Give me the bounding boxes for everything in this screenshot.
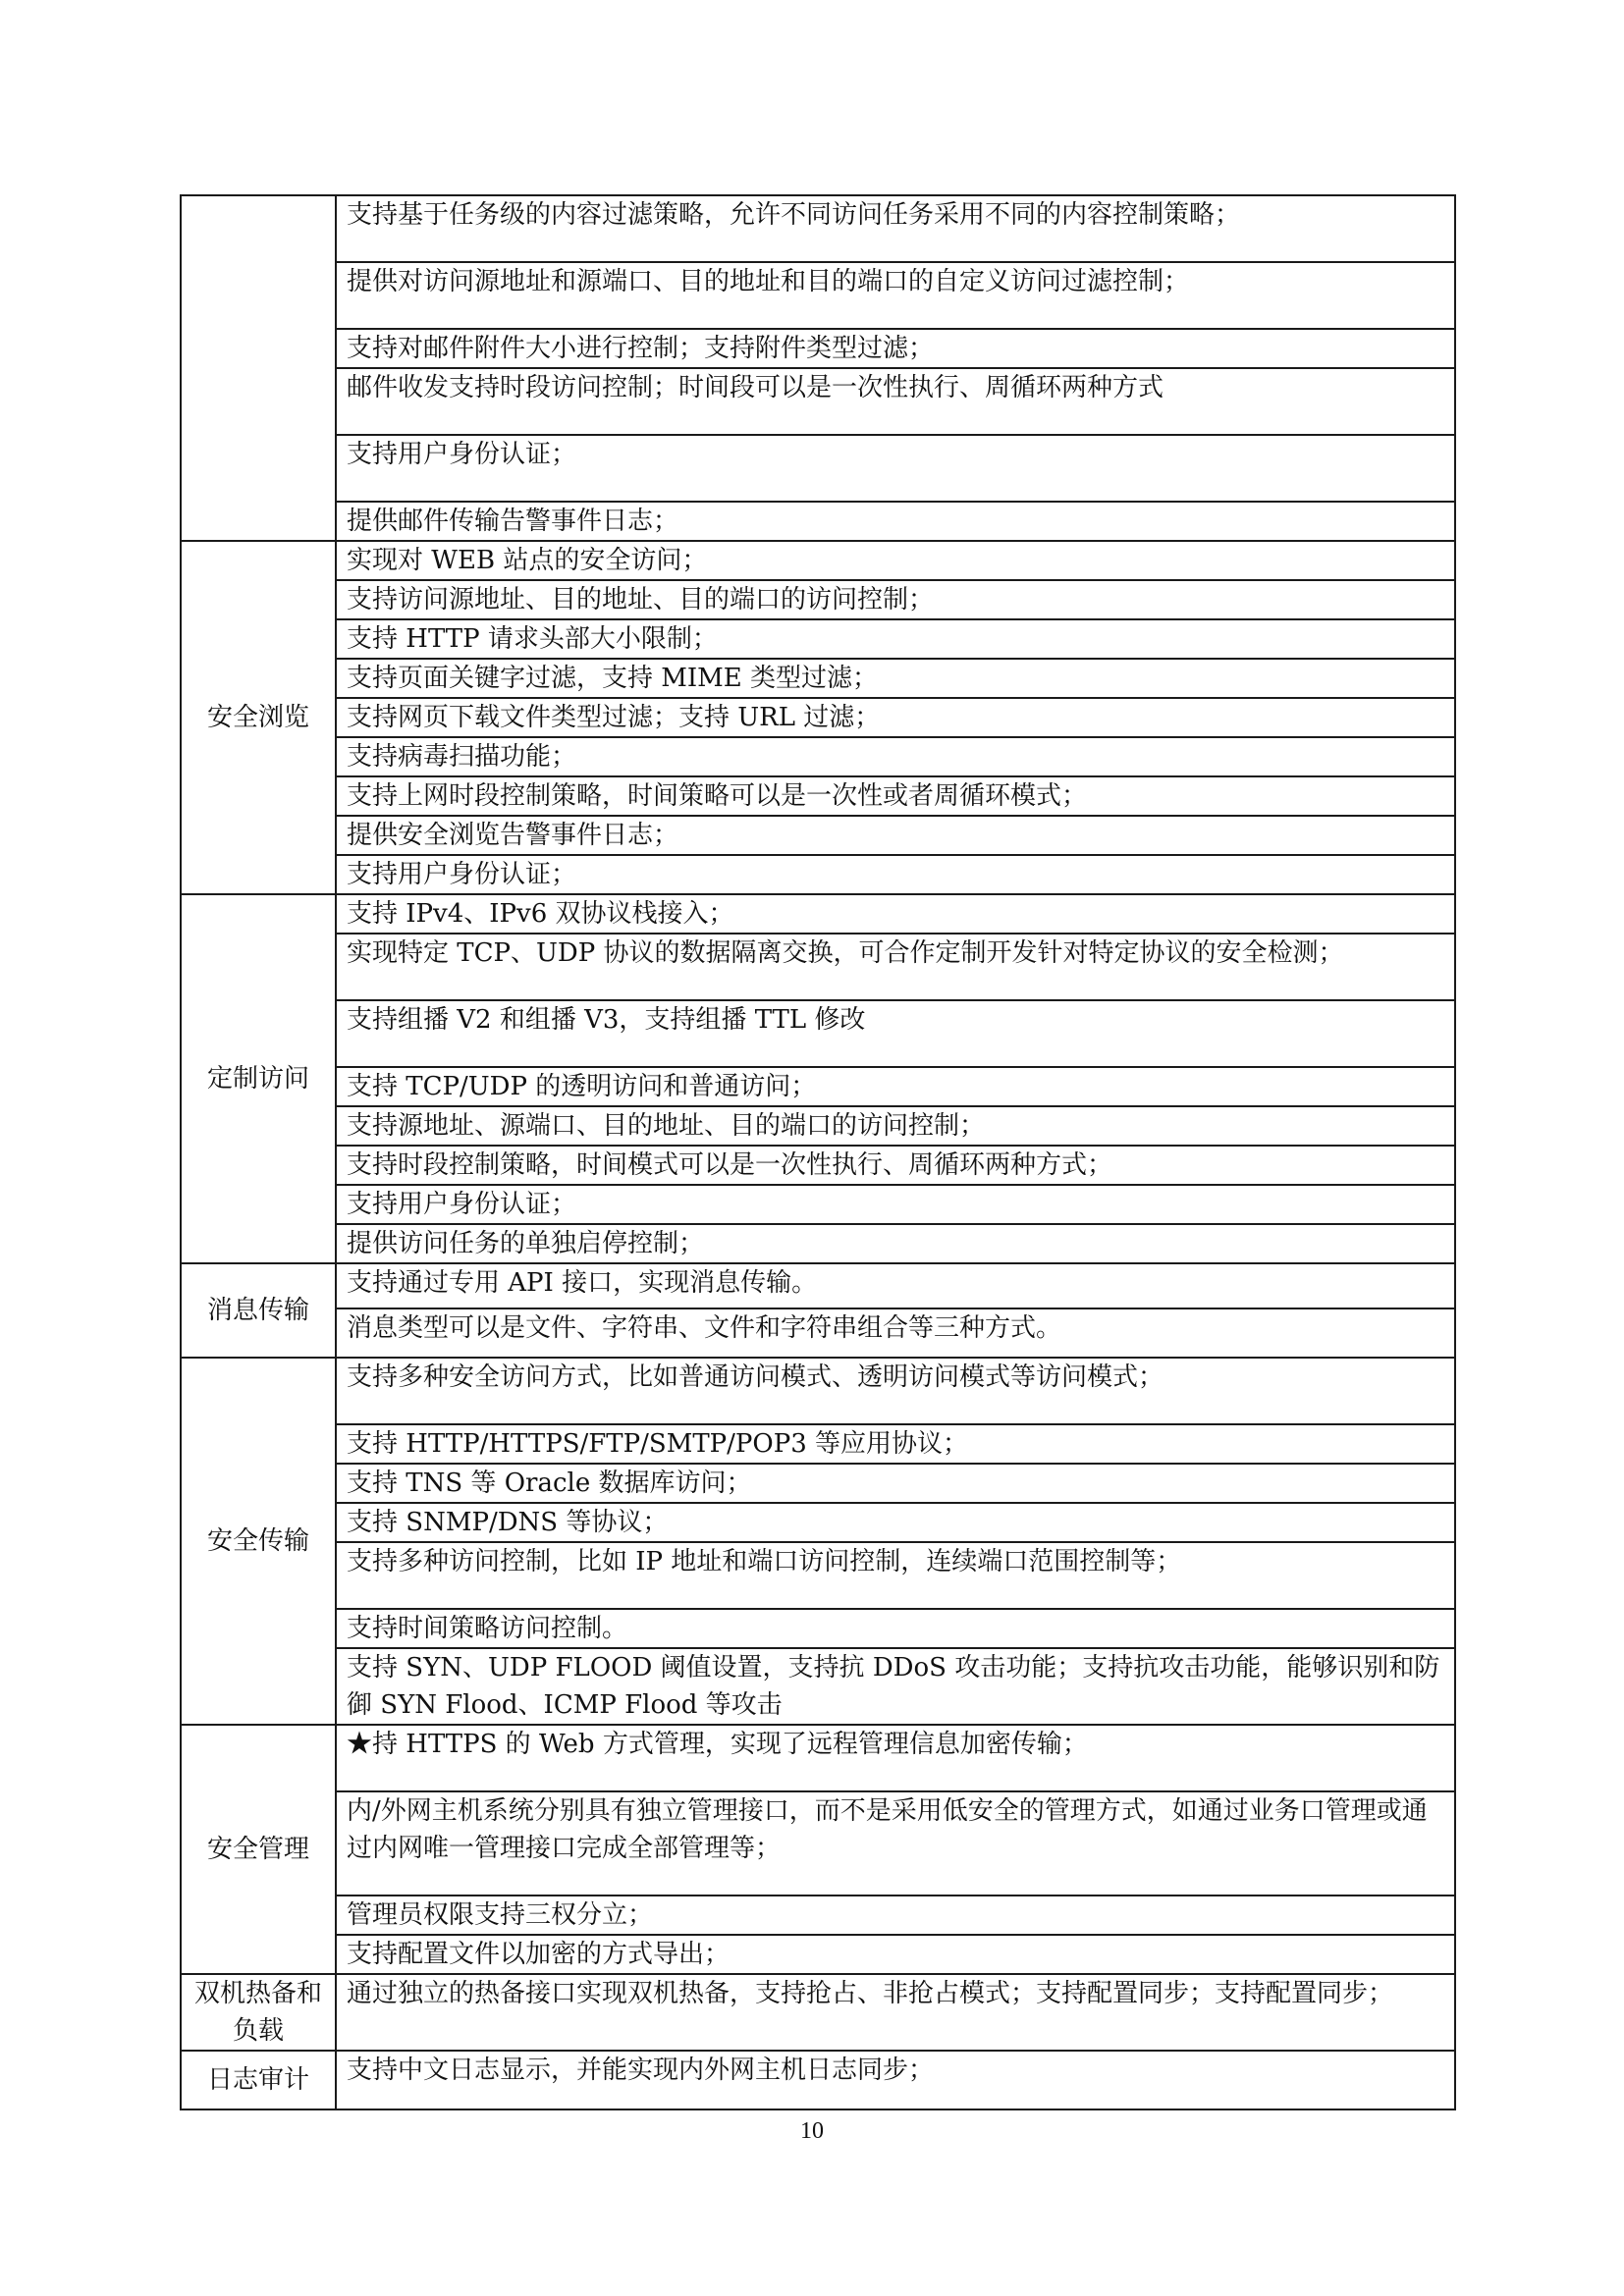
table-row <box>181 1648 1455 1725</box>
category-cell: 定制访问 <box>181 894 336 1263</box>
requirement-cell: 提供访问任务的单独启停控制； <box>336 1224 1455 1263</box>
requirement-cell: 支持通过专用 API 接口，实现消息传输。 <box>336 1263 1455 1308</box>
page-number: 10 <box>800 2118 824 2144</box>
table-row <box>181 1146 1455 1185</box>
requirement-cell: 支持用户身份认证； <box>336 855 1455 894</box>
category-cell <box>181 195 336 541</box>
requirement-cell: 提供安全浏览告警事件日志； <box>336 816 1455 855</box>
requirement-cell: 通过独立的热备接口实现双机热备，支持抢占、非抢占模式；支持配置同步；支持配置同步； <box>336 1974 1455 2051</box>
requirement-cell: 支持上网时段控制策略，时间策略可以是一次性或者周循环模式； <box>336 776 1455 816</box>
requirement-cell: 支持多种访问控制，比如 IP 地址和端口访问控制，连续端口范围控制等； <box>336 1542 1455 1609</box>
requirement-cell: 实现对 WEB 站点的安全访问； <box>336 541 1455 580</box>
table-row <box>181 1185 1455 1224</box>
table-row <box>181 619 1455 659</box>
table-row <box>181 368 1455 435</box>
table-row <box>181 1542 1455 1609</box>
requirement-cell: 支持用户身份认证； <box>336 1185 1455 1224</box>
table-row <box>181 329 1455 368</box>
requirement-cell: 支持页面关键字过滤，支持 MIME 类型过滤； <box>336 659 1455 698</box>
category-cell: 日志审计 <box>181 2051 336 2109</box>
table-row <box>181 1263 1455 1308</box>
requirement-cell: 支持对邮件附件大小进行控制；支持附件类型过滤； <box>336 329 1455 368</box>
table-row <box>181 1067 1455 1106</box>
requirement-cell: 支持网页下载文件类型过滤；支持 URL 过滤； <box>336 698 1455 737</box>
table-row <box>181 1609 1455 1648</box>
table-row <box>181 1308 1455 1358</box>
category-cell: 安全传输 <box>181 1358 336 1725</box>
requirement-cell: 支持时间策略访问控制。 <box>336 1609 1455 1648</box>
requirement-cell: 支持 IPv4、IPv6 双协议栈接入； <box>336 894 1455 934</box>
table-row <box>181 776 1455 816</box>
table-row <box>181 1935 1455 1974</box>
requirement-cell: 内/外网主机系统分别具有独立管理接口，而不是采用低安全的管理方式，如通过业务口管理或通过内网唯一管理接口完成全部管理等； <box>336 1791 1455 1896</box>
spec-table-body <box>181 195 1455 2109</box>
requirement-cell: 邮件收发支持时段访问控制；时间段可以是一次性执行、周循环两种方式 <box>336 368 1455 435</box>
requirement-cell: 提供对访问源地址和源端口、目的地址和目的端口的自定义访问过滤控制； <box>336 262 1455 329</box>
table-row <box>181 1106 1455 1146</box>
table-row <box>181 195 1455 262</box>
requirement-cell: 支持用户身份认证； <box>336 435 1455 502</box>
requirement-cell: 管理员权限支持三权分立； <box>336 1896 1455 1935</box>
table-row <box>181 2051 1455 2109</box>
table-row <box>181 1791 1455 1896</box>
table-row <box>181 1224 1455 1263</box>
category-cell: 安全管理 <box>181 1725 336 1974</box>
requirement-cell: 支持组播 V2 和组播 V3，支持组播 TTL 修改 <box>336 1000 1455 1067</box>
requirement-cell: 实现特定 TCP、UDP 协议的数据隔离交换，可合作定制开发针对特定协议的安全检测； <box>336 934 1455 1000</box>
category-cell: 双机热备和负载 <box>181 1974 336 2051</box>
table-row <box>181 1424 1455 1464</box>
table-row <box>181 1503 1455 1542</box>
table-row <box>181 1896 1455 1935</box>
requirement-cell: 支持中文日志显示，并能实现内外网主机日志同步； <box>336 2051 1455 2109</box>
table-row <box>181 934 1455 1000</box>
category-cell: 消息传输 <box>181 1263 336 1358</box>
requirement-cell: 支持配置文件以加密的方式导出； <box>336 1935 1455 1974</box>
requirement-cell: 支持 SYN、UDP FLOOD 阈值设置，支持抗 DDoS 攻击功能；支持抗攻击功能，能够识别和防御 SYN Flood、ICMP Flood 等攻击 <box>336 1648 1455 1725</box>
spec-table <box>180 194 1456 2110</box>
table-row <box>181 580 1455 619</box>
table-row <box>181 502 1455 541</box>
requirement-cell: 支持 TCP/UDP 的透明访问和普通访问； <box>336 1067 1455 1106</box>
requirement-cell: 支持多种安全访问方式，比如普通访问模式、透明访问模式等访问模式； <box>336 1358 1455 1424</box>
requirement-cell: 支持 HTTP 请求头部大小限制； <box>336 619 1455 659</box>
requirement-cell: 支持 HTTP/HTTPS/FTP/SMTP/POP3 等应用协议； <box>336 1424 1455 1464</box>
table-row <box>181 698 1455 737</box>
requirement-cell: 支持时段控制策略，时间模式可以是一次性执行、周循环两种方式； <box>336 1146 1455 1185</box>
table-row <box>181 541 1455 580</box>
requirement-cell: ★持 HTTPS 的 Web 方式管理，实现了远程管理信息加密传输； <box>336 1725 1455 1791</box>
table-row <box>181 1000 1455 1067</box>
table-row <box>181 1358 1455 1424</box>
requirement-cell: 支持访问源地址、目的地址、目的端口的访问控制； <box>336 580 1455 619</box>
requirement-cell: 支持 TNS 等 Oracle 数据库访问； <box>336 1464 1455 1503</box>
table-row <box>181 1464 1455 1503</box>
table-row <box>181 816 1455 855</box>
table-row <box>181 855 1455 894</box>
requirement-cell: 支持源地址、源端口、目的地址、目的端口的访问控制； <box>336 1106 1455 1146</box>
requirement-cell: 支持 SNMP/DNS 等协议； <box>336 1503 1455 1542</box>
requirement-cell: 提供邮件传输告警事件日志； <box>336 502 1455 541</box>
requirement-cell: 消息类型可以是文件、字符串、文件和字符串组合等三种方式。 <box>336 1308 1455 1358</box>
table-row <box>181 894 1455 934</box>
requirement-cell: 支持病毒扫描功能； <box>336 737 1455 776</box>
table-row <box>181 1974 1455 2051</box>
table-row <box>181 737 1455 776</box>
requirement-cell: 支持基于任务级的内容过滤策略，允许不同访问任务采用不同的内容控制策略； <box>336 195 1455 262</box>
table-row <box>181 659 1455 698</box>
category-cell: 安全浏览 <box>181 541 336 894</box>
table-row <box>181 262 1455 329</box>
table-row <box>181 435 1455 502</box>
table-row <box>181 1725 1455 1791</box>
